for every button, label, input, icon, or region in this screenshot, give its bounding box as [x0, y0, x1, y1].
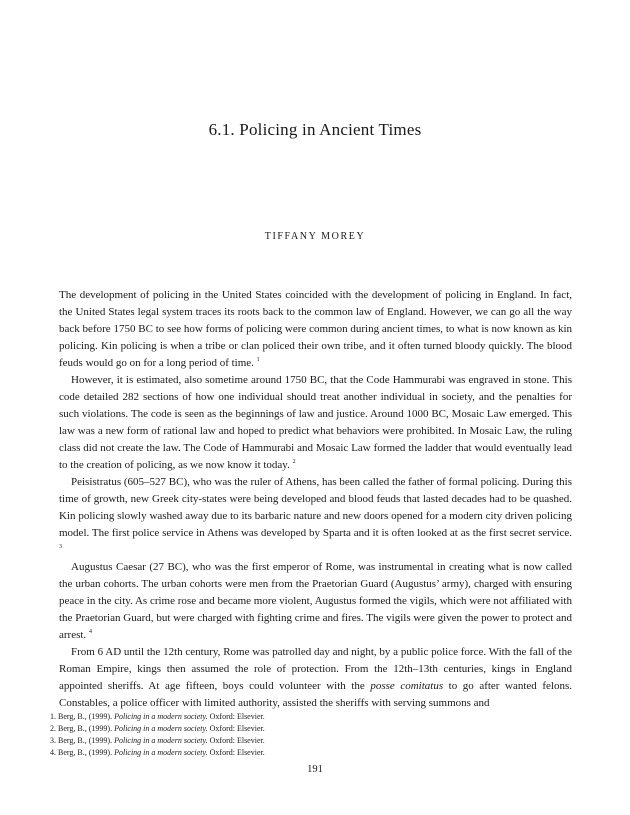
paragraph-text: Peisistratus (605–527 BC), who was the ruler of Athens, has been called the father of formal policing. During this time of growth, new Greek city-states were being developed and blood feuds that lasted decades had to be quashed. Kin policing slowly washed away due to its barbaric nature and new doors opened for a modern city driven policing model. The first police service in Athens was developed by Sparta and it is often looked at as the first secret service. — [59, 476, 572, 539]
paragraph-text: The development of policing in the United States coincided with the development of policing in England. In fact, the United States legal system traces its roots back to the common law of England. However, we can go all the way back before 1750 BC to see how forms of policing were common during ancient times, to what is now known as kin policing. Kin policing is when a tribe or clan policed their own tribe, and it often turned bloody quickly. The blood feuds would go on for a long period of time. — [59, 289, 572, 369]
footnote-author: Berg, B., (1999). — [58, 736, 113, 745]
footnote-marker[interactable]: 4 — [88, 629, 92, 635]
paragraph-text: From 6 AD until the 12th century, Rome was patrolled day and night, by a public police force. With the fall of the Roman Empire, kings then assumed the role of protection. From the 12th–13th centuries, kings in England appointed sheriffs. At age fifteen, boys could volunteer with the — [59, 646, 572, 692]
paragraph — [59, 644, 572, 712]
italic-term: posse comitatus — [370, 680, 444, 692]
footnote — [50, 711, 570, 723]
footnote — [50, 723, 570, 735]
footnote-publisher: Oxford: Elsevier. — [209, 724, 265, 733]
paragraph — [59, 559, 572, 644]
footnote-number: 2. — [50, 724, 56, 733]
paragraph-text: Augustus Caesar (27 BC), who was the first emperor of Rome, was instrumental in creating what is now called the urban cohorts. The urban cohorts were men from the Praetorian Guard (Augustus’ army), charged with ensuring peace in the city. As crime rose and became more violent, Augustus formed the vigils, which were not affiliated with the Praetorian Guard, but were charged with fighting crime and fires. The vigils were given the power to protect and arrest. — [59, 561, 572, 641]
footnote-publisher: Oxford: Elsevier. — [209, 736, 265, 745]
paragraph — [59, 372, 572, 474]
footnote-marker[interactable]: 1 — [256, 357, 260, 363]
footnote — [50, 735, 570, 747]
chapter-title: 6.1. Policing in Ancient Times — [208, 120, 422, 139]
paragraph-text: to go after wanted felons. Constables, a police officer with limited authority, assisted the sheriffs with serving summons and — [59, 680, 572, 709]
footnote-publisher: Oxford: Elsevier. — [209, 712, 265, 721]
footnote-title: Policing in a modern society. — [114, 748, 208, 757]
author-name: TIFFANY MOREY — [264, 231, 366, 242]
footnote-publisher: Oxford: Elsevier. — [209, 748, 265, 757]
footnote-marker[interactable]: 3 — [59, 544, 62, 550]
footnote-number: 3. — [50, 736, 56, 745]
paragraph-text: However, it is estimated, also sometime around 1750 BC, that the Code Hammurabi was engraved in stone. This code detailed 282 sections of how one individual should treat another individual in society, and the penalties for such violations. The code is seen as the beginnings of law and justice. Around 1000 BC, Mosaic Law emerged. This law was a new form of rational law and hoped to predict what behaviors were prohibited. In Mosaic Law, the ruling class did not create the law. The Code of Hammurabi and Mosaic Law formed the ladder that would eventually lead to the creation of policing, as we now know it today. — [59, 374, 572, 471]
footnote — [50, 747, 570, 759]
paragraph — [59, 474, 572, 559]
footnote-author: Berg, B., (1999). — [58, 724, 113, 733]
footnote-author: Berg, B., (1999). — [58, 748, 113, 757]
footnote-author: Berg, B., (1999). — [58, 712, 113, 721]
footnote-title: Policing in a modern society. — [114, 712, 208, 721]
footnote-number: 1. — [50, 712, 56, 721]
paragraph — [59, 287, 572, 372]
footnote-title: Policing in a modern society. — [114, 724, 208, 733]
body-text — [59, 287, 572, 712]
footnote-title: Policing in a modern society. — [114, 736, 208, 745]
footnotes — [50, 711, 570, 759]
footnote-number: 4. — [50, 748, 56, 757]
footnote-marker[interactable]: 2 — [292, 459, 296, 465]
page-number: 191 — [307, 764, 323, 775]
